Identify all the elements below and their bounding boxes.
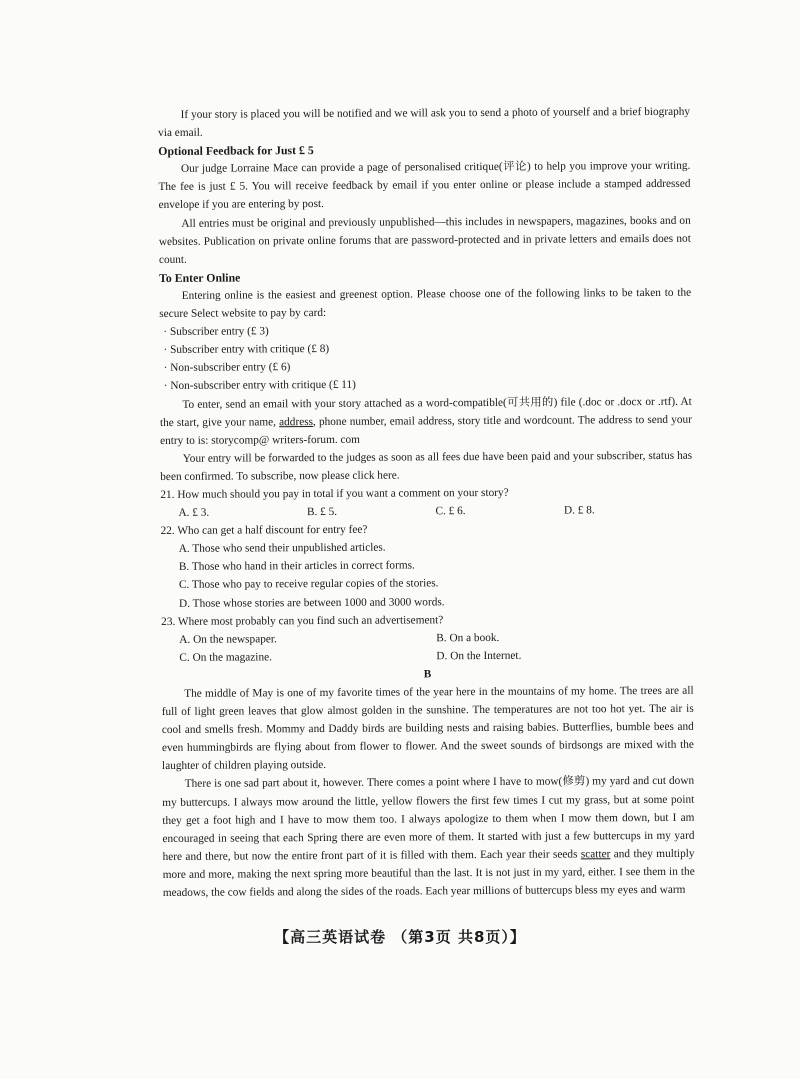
page-footer: 【高三英语试卷 （第3页 共8页）】 xyxy=(274,928,526,946)
paragraph-forward: Your entry will be forwarded to the judges as soon as all fees due have been paid and your subscriber, status has been confirmed. To subscribe, now please click here. xyxy=(160,449,693,483)
paragraph-photo: If your story is placed you will be notified and we will ask you to send a photo of yourself and a brief biography via email. xyxy=(158,105,691,140)
b2-scatter-underlined: scatter xyxy=(580,848,611,861)
question-22-stem: 22. Who can get a half discount for entry fee? xyxy=(160,523,368,538)
option-a: A. On the newspaper. xyxy=(179,633,277,646)
b2-text-1: There is one sad part about it, however. There comes a point where I have to mow(修剪) my yard and cut down my buttercups. I always mow around the little, yellow flowers the first few times I cut my grass, but at some point they get a foot high and I have to mow them too. I always apologize to them when I mow them down, but I am encouraged in seeing that each Spring there are even more of them. It started with just a few buttercups in my yard here and there, but now the entire front part of it is filled with them. Each year their seeds xyxy=(162,775,695,863)
option-b: B. £ 5. xyxy=(306,505,338,519)
link-non-subscriber-critique: · Non-subscriber entry with critique (£ 11) xyxy=(163,379,356,393)
link-non-subscriber-entry: · Non-subscriber entry (£ 6) xyxy=(163,361,291,375)
link-subscriber-critique: · Subscriber entry with critique (£ 8) xyxy=(163,343,330,357)
send-text-1: To enter, send an email with your story attached as a word-compatible(可共用的) file (.doc or .docx or .rtf). At the start, give your name, xyxy=(159,395,692,429)
option-a: A. Those who send their unpublished articles. xyxy=(178,541,386,556)
option-c: C. Those who pay to receive regular copies of the stories. xyxy=(178,577,439,592)
paragraph-b2 xyxy=(162,772,695,902)
option-d: D. Those whose stories are between 1000 and 3000 words. xyxy=(179,595,445,610)
option-a: A. £ 3. xyxy=(178,506,210,519)
b2-text-2: and they multiply more and more, making the next spring more beautiful than the last. It is not just in my yard, either. I see them in the meadows, the cow fields and along the sides of the roads. Each year millions of buttercups bless my eyes and warm xyxy=(162,847,695,900)
page-content xyxy=(158,103,695,902)
option-c: C. £ 6. xyxy=(435,505,466,518)
paragraph-entries: All entries must be original and previously unpublished—this includes in newspapers, magazines, books and on websites. Publication on private online forums that are password-protected and in private letters and emails does not count. xyxy=(158,214,691,266)
question-21-options xyxy=(160,501,692,522)
send-address-underlined: address xyxy=(279,415,314,428)
question-21-stem: 21. How much should you pay in total if you want a comment on your story? xyxy=(160,486,509,501)
question-23-options-row2 xyxy=(161,646,693,667)
option-d: D. £ 8. xyxy=(563,504,595,517)
paragraph-send xyxy=(160,392,692,450)
option-b: B. On a book. xyxy=(436,631,500,645)
option-d: D. On the Internet. xyxy=(436,649,522,663)
option-c: C. On the magazine. xyxy=(179,651,272,664)
heading-enter-online: To Enter Online xyxy=(159,270,241,285)
option-b: B. Those who hand in their articles in correct forms. xyxy=(178,559,415,574)
section-b-label: B xyxy=(423,668,432,681)
link-subscriber-entry: · Subscriber entry (£ 3) xyxy=(163,325,269,339)
paragraph-entering: Entering online is the easiest and greenest option. Please choose one of the following links to be taken to the secure Select website to pay by card: xyxy=(159,286,692,321)
heading-optional-feedback: Optional Feedback for Just £ 5 xyxy=(158,143,314,159)
send-text-2: , phone number, email address, story title and wordcount. The address to send your entry to is: storycomp@ writers-forum. com xyxy=(160,413,692,447)
question-23-stem: 23. Where most probably can you find such an advertisement? xyxy=(161,613,444,628)
paragraph-b1: The middle of May is one of my favorite times of the year here in the mountains of my home. The trees are all full of light green leaves that glow almost golden in the sunshine. The temperatures are not too hot yet. The air is cool and smells fresh. Mommy and Daddy birds are building nests and raising babies. Butterflies, bumble bees and even hummingbirds are flying about from flower to flower. And the sweet sounds of birdsongs are mixed with the laughter of children playing outside. xyxy=(161,684,694,773)
paragraph-judge: Our judge Lorraine Mace can provide a page of personalised critique(评论) to help you improve your writing. The fee is just £ 5. You will receive feedback by email if you enter online or please include a stamped addressed envelope if you are entering by post. xyxy=(158,160,691,212)
